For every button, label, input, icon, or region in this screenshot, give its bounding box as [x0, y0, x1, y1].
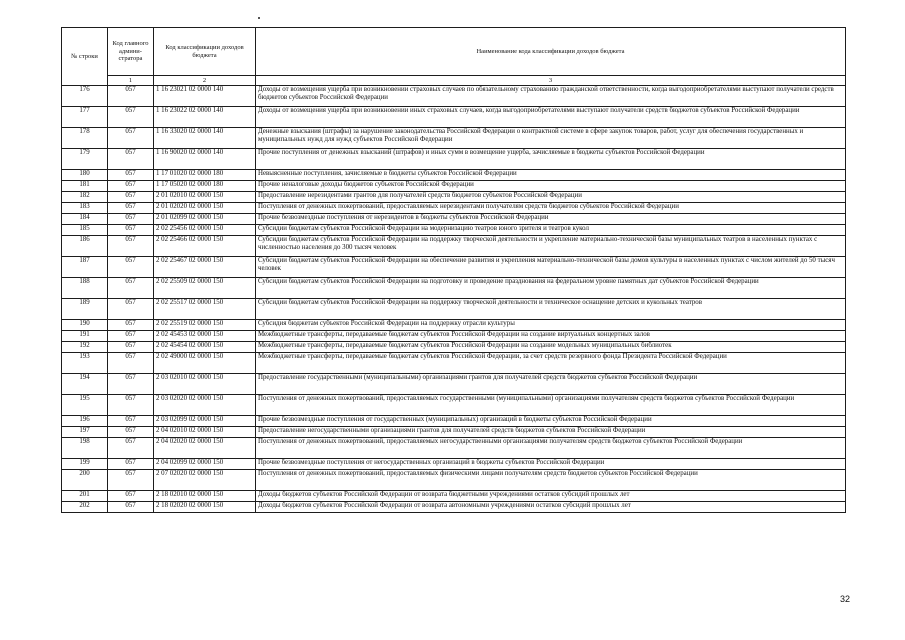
table-row — [62, 353, 846, 374]
classification-code-cell: 2 01 02020 02 0000 150 — [154, 203, 256, 214]
row-number-cell: 176 — [62, 86, 108, 107]
row-number-cell: 183 — [62, 203, 108, 214]
table-row — [62, 214, 846, 225]
admin-code-cell: 057 — [108, 438, 154, 459]
row-number-cell: 182 — [62, 192, 108, 203]
table-row — [62, 236, 846, 257]
table-row — [62, 395, 846, 416]
row-number-cell: 185 — [62, 225, 108, 236]
classification-code-cell: 2 03 02010 02 0000 150 — [154, 374, 256, 395]
table-row — [62, 416, 846, 427]
classification-code-cell: 2 04 02099 02 0000 150 — [154, 459, 256, 470]
row-number-cell: 196 — [62, 416, 108, 427]
admin-code-cell: 057 — [108, 353, 154, 374]
table-row — [62, 278, 846, 299]
table-row — [62, 331, 846, 342]
table-row — [62, 181, 846, 192]
classification-code-cell: 2 18 02010 02 0000 150 — [154, 491, 256, 502]
classification-code-cell: 2 03 02020 02 0000 150 — [154, 395, 256, 416]
row-number-cell: 195 — [62, 395, 108, 416]
code-name-cell: Предоставление нерезидентами грантов для получателей средств бюджетов субъектов Российской Федерации — [256, 192, 846, 203]
classification-code-cell: 2 18 02020 02 0000 150 — [154, 502, 256, 513]
table-row — [62, 149, 846, 170]
income-codes-table — [61, 27, 846, 513]
classification-code-cell: 2 03 02099 02 0000 150 — [154, 416, 256, 427]
admin-code-cell: 057 — [108, 416, 154, 427]
row-number-cell: 199 — [62, 459, 108, 470]
code-name-cell: Доходы от возмещения ущерба при возникновении иных страховых случаев, когда выгодоприобретателями выступают получатели средств бюджетов субъектов Российской Федерации — [256, 107, 846, 128]
table-row — [62, 459, 846, 470]
code-name-cell: Субсидии бюджетам субъектов Российской Федерации на подготовку и проведение празднования на федеральном уровне памятных дат субъектов Российской Федерации — [256, 278, 846, 299]
row-number-cell: 189 — [62, 299, 108, 320]
classification-code-cell: 1 16 23021 02 0000 140 — [154, 86, 256, 107]
row-number-cell: 178 — [62, 128, 108, 149]
code-name-cell: Субсидии бюджетам субъектов Российской Федерации на обеспечение развития и укрепления материально-технической базы домов культуры в населенных пунктах с числом жителей до 50 тысяч человек — [256, 257, 846, 278]
code-name-cell: Прочие безвозмездные поступления от государственных (муниципальных) организаций в бюджеты субъектов Российской Федерации — [256, 416, 846, 427]
classification-code-cell: 1 16 90020 02 0000 140 — [154, 149, 256, 170]
code-name-cell: Межбюджетные трансферты, передаваемые бюджетам субъектов Российской Федерации, за счет средств резервного фонда Президента Российской Федерации — [256, 353, 846, 374]
table-row — [62, 203, 846, 214]
code-name-cell: Субсидии бюджетам субъектов Российской Федерации на поддержку творческой деятельности и укрепление материально-технической базы муниципальных театров в населенных пунктах с численностью населения до 300 тысяч человек — [256, 236, 846, 257]
classification-code-cell: 2 01 02010 02 0000 150 — [154, 192, 256, 203]
table-row — [62, 86, 846, 107]
table-row — [62, 192, 846, 203]
row-number-cell: 187 — [62, 257, 108, 278]
admin-code-cell: 057 — [108, 236, 154, 257]
table-row — [62, 225, 846, 236]
admin-code-cell: 057 — [108, 128, 154, 149]
classification-code-cell: 2 02 45454 02 0000 150 — [154, 342, 256, 353]
row-number-cell: 202 — [62, 502, 108, 513]
table-row — [62, 438, 846, 459]
classification-code-cell: 1 16 23022 02 0000 140 — [154, 107, 256, 128]
code-name-cell: Доходы от возмещения ущерба при возникновении страховых случаев по обязательному страхованию гражданской ответственности, когда выгодоприобретателями выступают получатели средств бюджетов субъектов Российской Федерации — [256, 86, 846, 107]
code-name-cell: Доходы бюджетов субъектов Российской Федерации от возврата автономными учреждениями остатков субсидий прошлых лет — [256, 502, 846, 513]
table-row — [62, 427, 846, 438]
admin-code-cell: 057 — [108, 427, 154, 438]
header-code-name: Наименование кода классификации доходов бюджета — [256, 28, 846, 76]
table-row — [62, 502, 846, 513]
code-name-cell: Субсидии бюджетам субъектов Российской Федерации на поддержку творческой деятельности и техническое оснащение детских и кукольных театров — [256, 299, 846, 320]
admin-code-cell: 057 — [108, 170, 154, 181]
admin-code-cell: 057 — [108, 257, 154, 278]
code-name-cell: Поступления от денежных пожертвований, предоставляемых физическими лицами получателям средств бюджетов субъектов Российской Федерации — [256, 470, 846, 491]
code-name-cell: Межбюджетные трансферты, передаваемые бюджетам субъектов Российской Федерации на создание модельных муниципальных библиотек — [256, 342, 846, 353]
row-number-cell: 177 — [62, 107, 108, 128]
admin-code-cell: 057 — [108, 459, 154, 470]
admin-code-cell: 057 — [108, 86, 154, 107]
table-row — [62, 170, 846, 181]
admin-code-cell: 057 — [108, 331, 154, 342]
admin-code-cell: 057 — [108, 470, 154, 491]
code-name-cell: Прочие неналоговые доходы бюджетов субъектов Российской Федерации — [256, 181, 846, 192]
admin-code-cell: 057 — [108, 149, 154, 170]
classification-code-cell: 1 17 05020 02 0000 180 — [154, 181, 256, 192]
row-number-cell: 188 — [62, 278, 108, 299]
code-name-cell: Поступления от денежных пожертвований, предоставляемых негосударственными организациями получателям средств бюджетов субъектов Российской Федерации — [256, 438, 846, 459]
classification-code-cell: 2 02 45453 02 0000 150 — [154, 331, 256, 342]
admin-code-cell: 057 — [108, 320, 154, 331]
row-number-cell: 192 — [62, 342, 108, 353]
code-name-cell: Поступления от денежных пожертвований, предоставляемых государственными (муниципальными) организациями получателям средств бюджетов субъектов Российской Федерации — [256, 395, 846, 416]
admin-code-cell: 057 — [108, 203, 154, 214]
classification-code-cell: 2 02 25466 02 0000 150 — [154, 236, 256, 257]
code-name-cell: Прочие безвозмездные поступления от нерезидентов в бюджеты субъектов Российской Федерации — [256, 214, 846, 225]
code-name-cell: Прочие поступления от денежных взысканий (штрафов) и иных сумм в возмещение ущерба, зачисляемые в бюджеты субъектов Российской Федерации — [256, 149, 846, 170]
classification-code-cell: 2 04 02010 02 0000 150 — [154, 427, 256, 438]
admin-code-cell: 057 — [108, 192, 154, 203]
classification-code-cell: 2 02 25519 02 0000 150 — [154, 320, 256, 331]
row-number-cell: 194 — [62, 374, 108, 395]
classification-code-cell: 2 02 25509 02 0000 150 — [154, 278, 256, 299]
admin-code-cell: 057 — [108, 181, 154, 192]
row-number-cell: 191 — [62, 331, 108, 342]
classification-code-cell: 2 02 25517 02 0000 150 — [154, 299, 256, 320]
code-name-cell: Поступления от денежных пожертвований, предоставляемых нерезидентами получателям средств бюджетов субъектов Российской Федерации — [256, 203, 846, 214]
admin-code-cell: 057 — [108, 502, 154, 513]
code-name-cell: Доходы бюджетов субъектов Российской Федерации от возврата бюджетными учреждениями остатков субсидий прошлых лет — [256, 491, 846, 502]
admin-code-cell: 057 — [108, 107, 154, 128]
table-row — [62, 374, 846, 395]
classification-code-cell: 2 02 25456 02 0000 150 — [154, 225, 256, 236]
admin-code-cell: 057 — [108, 395, 154, 416]
admin-code-cell: 057 — [108, 491, 154, 502]
classification-code-cell: 2 02 25467 02 0000 150 — [154, 257, 256, 278]
classification-code-cell: 2 02 49000 02 0000 150 — [154, 353, 256, 374]
table-row — [62, 470, 846, 491]
row-number-cell: 200 — [62, 470, 108, 491]
header-column-number-1: 1 — [108, 76, 154, 86]
classification-code-cell: 1 16 33020 02 0000 140 — [154, 128, 256, 149]
code-name-cell: Субсидия бюджетам субъектов Российской Федерации на поддержку отрасли культуры — [256, 320, 846, 331]
table-row — [62, 128, 846, 149]
table-row — [62, 299, 846, 320]
admin-code-cell: 057 — [108, 299, 154, 320]
row-number-cell: 186 — [62, 236, 108, 257]
row-number-cell: 197 — [62, 427, 108, 438]
table-body — [62, 86, 846, 513]
row-number-cell: 193 — [62, 353, 108, 374]
row-number-cell: 190 — [62, 320, 108, 331]
page-number: 32 — [839, 594, 850, 604]
code-name-cell: Предоставление государственными (муниципальными) организациями грантов для получателей средств бюджетов субъектов Российской Федерации — [256, 374, 846, 395]
classification-code-cell: 2 04 02020 02 0000 150 — [154, 438, 256, 459]
admin-code-cell: 057 — [108, 278, 154, 299]
code-name-cell: Межбюджетные трансферты, передаваемые бюджетам субъектов Российской Федерации на создание виртуальных концертных залов — [256, 331, 846, 342]
header-classification-code: Код классификации доходов бюджета — [154, 28, 256, 76]
row-number-cell: 198 — [62, 438, 108, 459]
code-name-cell: Субсидии бюджетам субъектов Российской Федерации на модернизацию театров юного зрителя и театров кукол — [256, 225, 846, 236]
table-row — [62, 491, 846, 502]
header-row-number: № строки — [62, 28, 108, 86]
admin-code-cell: 057 — [108, 374, 154, 395]
code-name-cell: Прочие безвозмездные поступления от негосударственных организаций в бюджеты субъектов Российской Федерации — [256, 459, 846, 470]
code-name-cell: Невыясненные поступления, зачисляемые в бюджеты субъектов Российской Федерации — [256, 170, 846, 181]
row-number-cell: 180 — [62, 170, 108, 181]
row-number-cell: 181 — [62, 181, 108, 192]
code-name-cell: Денежные взыскания (штрафы) за нарушение законодательства Российской Федерации о контрактной системе в сфере закупок товаров, работ, услуг для обеспечения государственных и муниципальных нужд для нужд субъектов Российской Федерации — [256, 128, 846, 149]
admin-code-cell: 057 — [108, 214, 154, 225]
code-name-cell: Предоставление негосударственными организациями грантов для получателей средств бюджетов субъектов Российской Федерации — [256, 427, 846, 438]
admin-code-cell: 057 — [108, 225, 154, 236]
admin-code-cell: 057 — [108, 342, 154, 353]
header-column-number-2: 2 — [154, 76, 256, 86]
scan-speck — [258, 17, 260, 19]
table-row — [62, 342, 846, 353]
row-number-cell: 184 — [62, 214, 108, 225]
classification-code-cell: 2 01 02099 02 0000 150 — [154, 214, 256, 225]
table-row — [62, 107, 846, 128]
classification-code-cell: 2 07 02020 02 0000 150 — [154, 470, 256, 491]
classification-code-cell: 1 17 01020 02 0000 180 — [154, 170, 256, 181]
table-row — [62, 257, 846, 278]
header-admin-code: Код главного админи-стратора — [108, 28, 154, 76]
row-number-cell: 201 — [62, 491, 108, 502]
row-number-cell: 179 — [62, 149, 108, 170]
header-column-number-3: 3 — [256, 76, 846, 86]
table-row — [62, 320, 846, 331]
